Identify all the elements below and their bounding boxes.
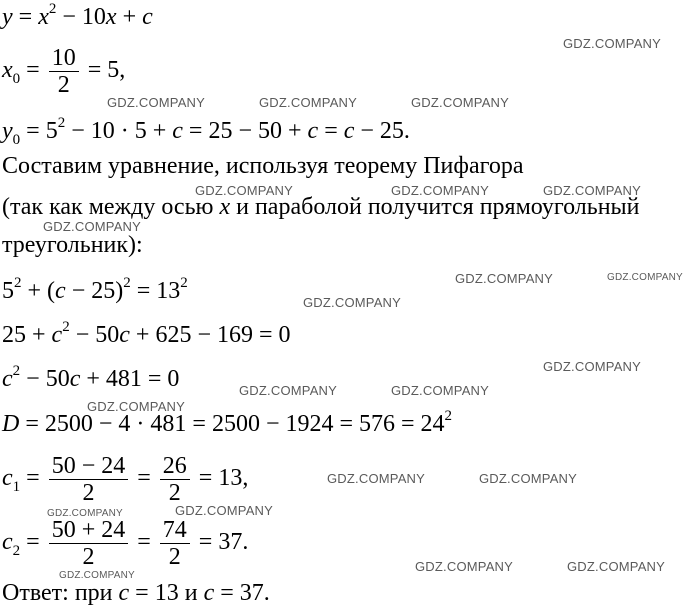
text: − 10 <box>56 4 106 30</box>
text: + <box>116 4 143 30</box>
denominator: 2 <box>57 72 70 98</box>
vertex-y-equation <box>2 115 410 148</box>
text: − 50 <box>20 366 70 392</box>
watermark: GDZ.COMPANY <box>107 95 206 110</box>
pythagoras-equation <box>2 275 188 304</box>
numerator: 74 <box>160 517 190 544</box>
var-x: x <box>38 4 49 30</box>
watermark: GDZ.COMPANY <box>567 559 666 574</box>
var-c: c <box>2 529 13 556</box>
var-y: y <box>2 118 13 144</box>
watermark: GDZ.COMPANY <box>543 359 642 374</box>
var-c: c <box>2 465 13 492</box>
watermark: GDZ.COMPANY <box>175 503 274 518</box>
text: − 25) <box>65 278 124 304</box>
text: − 50 <box>69 322 120 348</box>
answer-line <box>2 580 270 606</box>
text: = <box>12 4 39 30</box>
fraction <box>160 453 190 506</box>
exponent: 2 <box>62 319 70 335</box>
denominator: 2 <box>82 544 95 570</box>
exponent: 2 <box>12 363 21 379</box>
fraction <box>49 45 79 98</box>
equation-parabola <box>2 1 153 30</box>
watermark: GDZ.COMPANY <box>479 471 578 486</box>
var-c: c <box>118 580 130 606</box>
var-d: D <box>2 411 20 437</box>
var-x: x <box>219 194 231 220</box>
subscript: 0 <box>12 132 21 148</box>
numerator: 10 <box>49 45 79 72</box>
exponent: 2 <box>180 275 188 291</box>
quadratic-equation <box>2 363 180 392</box>
watermark: GDZ.COMPANY <box>47 508 123 519</box>
text: = <box>131 529 157 556</box>
watermark: GDZ.COMPANY <box>415 559 514 574</box>
fraction <box>49 517 129 570</box>
text: = <box>20 529 46 556</box>
text: = 25 − 50 + <box>182 118 308 144</box>
watermark: GDZ.COMPANY <box>239 383 338 398</box>
var-y: y <box>2 4 13 30</box>
var-c: c <box>172 118 183 144</box>
text: − 10 · 5 + <box>65 118 173 144</box>
fraction <box>49 453 129 506</box>
watermark: GDZ.COMPANY <box>391 383 490 398</box>
text: = 37. <box>214 580 270 606</box>
text: = <box>20 465 46 492</box>
fraction <box>160 517 190 570</box>
watermark: GDZ.COMPANY <box>59 570 135 581</box>
watermark: GDZ.COMPANY <box>327 471 426 486</box>
exponent: 2 <box>14 275 22 291</box>
text: + 625 − 169 = 0 <box>129 322 291 348</box>
watermark: GDZ.COMPANY <box>543 183 642 198</box>
text: + 481 = 0 <box>80 366 180 392</box>
exponent: 2 <box>123 275 131 291</box>
text: (так как между осью <box>2 194 220 220</box>
text: = 37. <box>192 529 249 556</box>
text: 25 + <box>2 322 52 348</box>
var-c: c <box>69 366 81 392</box>
numerator: 26 <box>160 453 190 480</box>
text: = <box>20 57 46 84</box>
vertex-x-equation <box>2 45 125 98</box>
var-x: x <box>105 4 117 30</box>
denominator: 2 <box>168 544 181 570</box>
text: = <box>131 465 157 492</box>
var-c: c <box>142 4 153 30</box>
expanded-equation <box>2 319 291 348</box>
text: = 13 и <box>129 580 204 606</box>
text: = 13, <box>192 465 249 492</box>
subscript: 2 <box>12 543 21 560</box>
var-c: c <box>2 366 13 392</box>
text: Ответ: при <box>2 580 119 606</box>
text: = 2500 − 4 · 481 = 2500 − 1924 = 576 = 24 <box>19 411 445 437</box>
watermark: GDZ.COMPANY <box>195 183 294 198</box>
watermark: GDZ.COMPANY <box>411 95 510 110</box>
paragraph-line-3: треугольник): <box>2 232 143 258</box>
numerator: 50 − 24 <box>49 453 129 480</box>
watermark: GDZ.COMPANY <box>563 36 662 51</box>
watermark: GDZ.COMPANY <box>607 272 683 283</box>
var-c: c <box>119 322 130 348</box>
text: = <box>318 118 344 144</box>
discriminant-equation <box>2 408 453 437</box>
exponent: 2 <box>444 408 453 424</box>
subscript: 1 <box>12 479 21 496</box>
watermark: GDZ.COMPANY <box>455 271 554 286</box>
denominator: 2 <box>82 480 95 506</box>
watermark: GDZ.COMPANY <box>303 295 402 310</box>
var-c: c <box>203 580 215 606</box>
text: = 5 <box>20 118 58 144</box>
watermark: GDZ.COMPANY <box>43 219 142 234</box>
text: = 5, <box>81 57 126 84</box>
text: = 13 <box>130 278 181 304</box>
watermark: GDZ.COMPANY <box>87 399 186 414</box>
watermark: GDZ.COMPANY <box>259 95 358 110</box>
text: − 25. <box>354 118 410 144</box>
var-c: c <box>307 118 319 144</box>
var-x: x <box>2 57 13 84</box>
paragraph-line-1: Составим уравнение, используя теорему Пифагора <box>2 153 524 179</box>
var-c: c <box>55 278 66 304</box>
numerator: 50 + 24 <box>49 517 129 544</box>
text: 5 <box>2 278 14 304</box>
exponent: 2 <box>57 115 66 131</box>
denominator: 2 <box>168 480 181 506</box>
subscript: 0 <box>12 71 21 88</box>
text: + ( <box>21 278 56 304</box>
exponent: 2 <box>48 1 57 17</box>
text: и параболой получится прямоугольный <box>230 194 640 220</box>
var-c: c <box>343 118 355 144</box>
root-c1-equation <box>2 453 248 506</box>
watermark: GDZ.COMPANY <box>391 183 490 198</box>
var-c: c <box>51 322 63 348</box>
root-c2-equation <box>2 517 248 570</box>
